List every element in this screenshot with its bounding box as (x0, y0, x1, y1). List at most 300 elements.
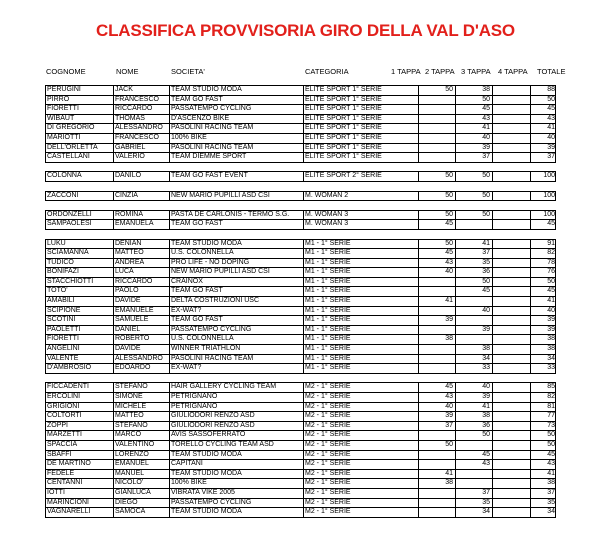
group-spacer (45, 163, 556, 172)
header-nome: NOME (116, 67, 139, 76)
cell-nome: EDOARDO (114, 364, 170, 373)
table-row (45, 95, 556, 105)
cell-cognome: FIORETTI (46, 335, 114, 344)
cell-tappa1: 38 (419, 335, 456, 344)
header-societa: SOCIETA' (171, 67, 205, 76)
cell-societa: NEW MARIO PUPILLI ASD CSI (170, 192, 304, 201)
cell-tappa1: 45 (419, 249, 456, 258)
cell-categoria: M2 - 1° SERIE (304, 489, 419, 498)
cell-tappa1 (419, 460, 456, 469)
cell-tappa2: 40 (456, 307, 493, 316)
cell-tappa3 (493, 278, 531, 287)
group-spacer (45, 201, 556, 210)
cell-totale: 50 (547, 440, 555, 448)
cell-societa: PASSATEMPO CYCLING (170, 326, 304, 335)
cell-tappa3 (493, 431, 531, 440)
cell-tappa3 (493, 393, 531, 402)
cell-tappa2: 33 (456, 364, 493, 373)
cell-cognome: ZACCONI (46, 192, 114, 201)
cell-tappa3 (493, 479, 531, 488)
cell-tappa2: 39 (456, 326, 493, 335)
cell-totale: 91 (547, 239, 555, 247)
cell-cognome: DI GREGORIO (46, 124, 114, 133)
cell-cognome: LUKU (46, 240, 114, 249)
cell-totale: 39 (547, 316, 555, 324)
cell-tappa3 (493, 316, 531, 325)
cell-tappa2 (456, 316, 493, 325)
cell-nome: GABRIEL (114, 144, 170, 153)
cell-categoria: ELITE SPORT 2° SERIE (304, 172, 419, 181)
cell-cognome: SCIAMANNA (46, 249, 114, 258)
cell-nome: MATTEO (114, 249, 170, 258)
cell-societa: TORELLO CYCLING TEAM ASD (170, 441, 304, 450)
cell-societa: U.S. COLONNELLA (170, 249, 304, 258)
cell-societa: U.S. COLONNELLA (170, 335, 304, 344)
table-row (45, 507, 556, 518)
cell-cognome: PERUGINI (46, 86, 114, 95)
cell-cognome: GRIGIONI (46, 403, 114, 412)
cell-tappa2: 34 (456, 508, 493, 517)
cell-tappa2: 50 (456, 192, 493, 201)
header-tappa3: 3 TAPPA (461, 67, 491, 76)
cell-societa: TEAM STUDIO MODA (170, 451, 304, 460)
cell-tappa1 (419, 326, 456, 335)
cell-categoria: M2 - 1° SERIE (304, 508, 419, 517)
cell-cognome: FICCADENTI (46, 383, 114, 392)
cell-nome: DAVIDE (114, 297, 170, 306)
cell-tappa3 (493, 326, 531, 335)
cell-tappa1: 50 (419, 172, 456, 181)
cell-totale: 45 (547, 105, 555, 113)
cell-totale: 34 (547, 354, 555, 362)
cell-cognome: ZOPPI (46, 422, 114, 431)
cell-categoria: M2 - 1° SERIE (304, 403, 419, 412)
cell-tappa3 (493, 508, 531, 517)
table-row (45, 286, 556, 296)
cell-totale: 33 (547, 364, 555, 372)
cell-tappa1 (419, 134, 456, 143)
cell-totale: 38 (547, 345, 555, 353)
cell-totale: 50 (547, 277, 555, 285)
table-row (45, 440, 556, 450)
cell-societa: TEAM STUDIO MODA (170, 470, 304, 479)
cell-societa: TEAM GO FAST (170, 96, 304, 105)
cell-tappa3 (493, 172, 531, 181)
cell-societa: PASOLINI RACING TEAM (170, 144, 304, 153)
cell-tappa2: 39 (456, 144, 493, 153)
cell-nome: FRANCESCO (114, 134, 170, 143)
cell-societa: CRAINOX (170, 278, 304, 287)
cell-tappa2: 35 (456, 259, 493, 268)
cell-cognome: FIORETTI (46, 105, 114, 114)
cell-cognome: MARIOTTI (46, 134, 114, 143)
cell-nome: RICCARDO (114, 278, 170, 287)
table-row (45, 459, 556, 469)
cell-totale: 38 (547, 479, 555, 487)
table-row (45, 210, 556, 220)
cell-tappa3 (493, 470, 531, 479)
cell-cognome: DELL'ORLETTA (46, 144, 114, 153)
cell-societa: GIULIODORI RENZO ASD (170, 412, 304, 421)
cell-tappa2: 41 (456, 124, 493, 133)
cell-tappa1 (419, 307, 456, 316)
cell-cognome: TUDICO (46, 259, 114, 268)
cell-tappa1: 37 (419, 422, 456, 431)
cell-totale: 45 (547, 287, 555, 295)
table-row (45, 488, 556, 498)
cell-categoria: ELITE SPORT 1° SERIE (304, 96, 419, 105)
cell-totale: 43 (547, 114, 555, 122)
cell-societa: PASTA DE CARLONIS - TERMO S.G. (170, 211, 304, 220)
cell-tappa3 (493, 489, 531, 498)
cell-nome: STEFANO (114, 383, 170, 392)
table-row (45, 315, 556, 325)
table-row (45, 258, 556, 268)
cell-categoria: M1 - 1° SERIE (304, 345, 419, 354)
cell-tappa1: 39 (419, 316, 456, 325)
cell-nome: JACK (114, 86, 170, 95)
table-row (45, 171, 556, 182)
cell-totale: 82 (547, 393, 555, 400)
cell-tappa2: 38 (456, 345, 493, 354)
cell-tappa2: 45 (456, 451, 493, 460)
group-spacer (45, 182, 556, 191)
cell-societa: PRO LIFE - NO DOPING (170, 259, 304, 268)
table-row (45, 114, 556, 124)
table-row (45, 430, 556, 440)
cell-totale: 39 (547, 143, 555, 151)
cell-nome: SAMOCA (114, 508, 170, 517)
cell-totale: 77 (547, 412, 555, 420)
cell-cognome: SBAFFI (46, 451, 114, 460)
cell-tappa1 (419, 489, 456, 498)
cell-categoria: M1 - 1° SERIE (304, 278, 419, 287)
cell-tappa2: 35 (456, 499, 493, 508)
cell-tappa3 (493, 403, 531, 412)
cell-totale: 39 (547, 325, 555, 333)
cell-tappa1 (419, 115, 456, 124)
table-row (45, 411, 556, 421)
standings-table (45, 85, 556, 518)
cell-tappa1 (419, 451, 456, 460)
cell-categoria: M2 - 1° SERIE (304, 479, 419, 488)
cell-totale: 40 (547, 306, 555, 314)
cell-tappa3 (493, 153, 531, 162)
cell-tappa1: 39 (419, 412, 456, 421)
cell-tappa1 (419, 431, 456, 440)
cell-tappa3 (493, 383, 531, 392)
cell-tappa2 (456, 479, 493, 488)
table-row (45, 123, 556, 133)
cell-nome: LUCA (114, 268, 170, 277)
cell-tappa1 (419, 345, 456, 354)
cell-nome: EMANUEL (114, 460, 170, 469)
cell-tappa2 (456, 297, 493, 306)
table-row (45, 133, 556, 143)
cell-cognome: ANGELINI (46, 345, 114, 354)
cell-tappa1: 43 (419, 259, 456, 268)
cell-societa: 100% BIKE (170, 479, 304, 488)
table-row (45, 267, 556, 277)
cell-tappa3 (493, 451, 531, 460)
cell-nome: DIEGO (114, 499, 170, 508)
cell-nome: CINZIA (114, 192, 170, 201)
cell-totale: 45 (547, 450, 555, 458)
cell-nome: DANILO (114, 172, 170, 181)
cell-nome: SIMONE (114, 393, 170, 402)
cell-tappa3 (493, 96, 531, 105)
header-tappa2: 2 TAPPA (425, 67, 455, 76)
cell-tappa1: 43 (419, 393, 456, 402)
cell-tappa3 (493, 441, 531, 450)
cell-cognome: PIRRO (46, 96, 114, 105)
cell-cognome: VALENTE (46, 355, 114, 364)
cell-categoria: M1 - 1° SERIE (304, 364, 419, 373)
cell-totale: 73 (547, 421, 555, 429)
cell-tappa1 (419, 508, 456, 517)
cell-societa: TEAM STUDIO MODA (170, 240, 304, 249)
cell-tappa3 (493, 105, 531, 114)
cell-nome: VALENTINO (114, 441, 170, 450)
cell-tappa2 (456, 470, 493, 479)
cell-categoria: M1 - 1° SERIE (304, 268, 419, 277)
cell-tappa1: 41 (419, 470, 456, 479)
table-row (45, 450, 556, 460)
cell-cognome: PAOLETTI (46, 326, 114, 335)
cell-tappa1: 50 (419, 211, 456, 220)
cell-societa: EX-WAT? (170, 364, 304, 373)
table-row (45, 191, 556, 202)
cell-societa: PASSATEMPO CYCLING (170, 105, 304, 114)
cell-tappa1 (419, 144, 456, 153)
cell-cognome: IOTTI (46, 489, 114, 498)
cell-tappa2: 50 (456, 172, 493, 181)
cell-categoria: ELITE SPORT 1° SERIE (304, 105, 419, 114)
cell-totale: 82 (547, 249, 555, 257)
cell-tappa1: 50 (419, 441, 456, 450)
cell-cognome: SAMPAOLESI (46, 220, 114, 229)
cell-tappa1 (419, 364, 456, 373)
cell-categoria: M. WOMAN 2 (304, 192, 419, 201)
cell-tappa2: 39 (456, 393, 493, 402)
table-row (45, 392, 556, 402)
cell-tappa2: 50 (456, 211, 493, 220)
table-row (45, 85, 556, 95)
cell-tappa2: 37 (456, 489, 493, 498)
cell-nome: EMANUELA (114, 220, 170, 229)
cell-totale: 35 (547, 498, 555, 506)
table-row (45, 363, 556, 374)
cell-categoria: M1 - 1° SERIE (304, 240, 419, 249)
cell-cognome: D'AMBROSIO (46, 364, 114, 373)
cell-tappa2 (456, 335, 493, 344)
cell-societa: D'ASCENZO BIKE (170, 115, 304, 124)
cell-tappa3 (493, 134, 531, 143)
cell-categoria: ELITE SPORT 1° SERIE (304, 144, 419, 153)
cell-nome: MANUEL (114, 470, 170, 479)
table-row (45, 296, 556, 306)
table-row (45, 239, 556, 249)
cell-categoria: M1 - 1° SERIE (304, 259, 419, 268)
cell-tappa2: 38 (456, 412, 493, 421)
cell-cognome: WIBAUT (46, 115, 114, 124)
table-row (45, 152, 556, 163)
cell-tappa2: 34 (456, 355, 493, 364)
cell-societa: PASOLINI RACING TEAM (170, 124, 304, 133)
cell-nome: ROMINA (114, 211, 170, 220)
cell-totale: 100 (543, 172, 555, 180)
cell-categoria: M1 - 1° SERIE (304, 287, 419, 296)
cell-tappa1: 45 (419, 383, 456, 392)
cell-nome: FRANCESCO (114, 96, 170, 105)
group-spacer (45, 230, 556, 239)
cell-nome: DENIAN (114, 240, 170, 249)
cell-tappa1: 45 (419, 220, 456, 229)
cell-categoria: ELITE SPORT 1° SERIE (304, 124, 419, 133)
cell-societa: TEAM STUDIO MODA (170, 508, 304, 517)
cell-societa: AVIS SASSOFERRATO (170, 431, 304, 440)
cell-societa: TEAM GO FAST (170, 316, 304, 325)
table-row (45, 248, 556, 258)
cell-categoria: M. WOMAN 3 (304, 220, 419, 229)
cell-totale: 81 (547, 402, 555, 410)
cell-tappa3 (493, 240, 531, 249)
cell-tappa1: 40 (419, 403, 456, 412)
cell-nome: LORENZO (114, 451, 170, 460)
cell-tappa3 (493, 297, 531, 306)
cell-categoria: M2 - 1° SERIE (304, 393, 419, 402)
cell-tappa1: 38 (419, 479, 456, 488)
cell-tappa3 (493, 460, 531, 469)
cell-societa: NEW MARIO PUPILLI ASD CSI (170, 268, 304, 277)
cell-totale: 41 (547, 124, 555, 132)
cell-tappa1 (419, 153, 456, 162)
cell-categoria: M2 - 1° SERIE (304, 451, 419, 460)
cell-tappa3 (493, 220, 531, 229)
cell-categoria: M1 - 1° SERIE (304, 307, 419, 316)
cell-totale: 37 (547, 153, 555, 161)
header-categoria: CATEGORIA (305, 67, 349, 76)
cell-nome: ANDREA (114, 259, 170, 268)
table-row (45, 143, 556, 153)
cell-cognome: VAGNARELLI (46, 508, 114, 517)
cell-tappa3 (493, 86, 531, 95)
cell-nome: STEFANO (114, 422, 170, 431)
cell-totale: 43 (547, 460, 555, 468)
cell-tappa3 (493, 192, 531, 201)
cell-totale: 76 (547, 268, 555, 276)
cell-tappa2: 50 (456, 96, 493, 105)
table-row (45, 344, 556, 354)
cell-cognome: AMABILI (46, 297, 114, 306)
table-row (45, 469, 556, 479)
cell-categoria: M2 - 1° SERIE (304, 499, 419, 508)
cell-tappa1 (419, 355, 456, 364)
cell-totale: 41 (547, 469, 555, 477)
cell-nome: GIANLUCA (114, 489, 170, 498)
cell-nome: DAVIDE (114, 345, 170, 354)
cell-cognome: DE MARTINO (46, 460, 114, 469)
cell-tappa2: 45 (456, 105, 493, 114)
table-row (45, 277, 556, 287)
cell-tappa3 (493, 287, 531, 296)
cell-tappa2: 45 (456, 287, 493, 296)
cell-categoria: M2 - 1° SERIE (304, 383, 419, 392)
cell-categoria: M2 - 1° SERIE (304, 431, 419, 440)
cell-categoria: M2 - 1° SERIE (304, 422, 419, 431)
cell-categoria: ELITE SPORT 1° SERIE (304, 134, 419, 143)
cell-tappa1 (419, 287, 456, 296)
cell-nome: ALESSANDRO (114, 355, 170, 364)
cell-tappa3 (493, 355, 531, 364)
cell-tappa1 (419, 124, 456, 133)
cell-nome: ROBERTO (114, 335, 170, 344)
cell-tappa2: 41 (456, 240, 493, 249)
cell-categoria: M1 - 1° SERIE (304, 335, 419, 344)
cell-societa: TEAM GO FAST EVENT (170, 172, 304, 181)
cell-tappa2: 43 (456, 460, 493, 469)
cell-cognome: ORDONZELLI (46, 211, 114, 220)
cell-tappa2: 37 (456, 249, 493, 258)
cell-tappa1 (419, 105, 456, 114)
cell-categoria: ELITE SPORT 1° SERIE (304, 153, 419, 162)
table-row (45, 325, 556, 335)
cell-societa: DELTA COSTRUZIONI USC (170, 297, 304, 306)
cell-societa: VIBRATA VIKE 2005 (170, 489, 304, 498)
cell-categoria: M2 - 1° SERIE (304, 412, 419, 421)
cell-cognome: CASTELLANI (46, 153, 114, 162)
cell-nome: MATTEO (114, 412, 170, 421)
header-tappa4: 4 TAPPA (498, 67, 528, 76)
cell-categoria: M1 - 1° SERIE (304, 249, 419, 258)
cell-nome: VALERIO (114, 153, 170, 162)
cell-cognome: BONIFAZI (46, 268, 114, 277)
cell-categoria: ELITE SPORT 1° SERIE (304, 115, 419, 124)
cell-societa: PASSATEMPO CYCLING (170, 499, 304, 508)
cell-tappa3 (493, 307, 531, 316)
cell-nome: DANIEL (114, 326, 170, 335)
table-row (45, 334, 556, 344)
table-row (45, 402, 556, 412)
header-cognome: COGNOME (46, 67, 86, 76)
cell-totale: 50 (547, 431, 555, 439)
cell-tappa2: 36 (456, 422, 493, 431)
cell-nome: PAOLO (114, 287, 170, 296)
cell-totale: 85 (547, 383, 555, 391)
cell-cognome: SPACCIA (46, 441, 114, 450)
cell-tappa3 (493, 124, 531, 133)
cell-nome: EMANUELE (114, 307, 170, 316)
cell-cognome: SCIPIONE (46, 307, 114, 316)
table-row (45, 104, 556, 114)
cell-tappa1: 50 (419, 86, 456, 95)
cell-societa: TEAM GO FAST (170, 220, 304, 229)
cell-cognome: MARINCIONI (46, 499, 114, 508)
cell-tappa3 (493, 268, 531, 277)
cell-categoria: M1 - 1° SERIE (304, 316, 419, 325)
cell-tappa2: 40 (456, 134, 493, 143)
cell-totale: 50 (547, 95, 555, 103)
cell-tappa3 (493, 144, 531, 153)
cell-categoria: M. WOMAN 3 (304, 211, 419, 220)
cell-categoria: ELITE SPORT 1° SERIE (304, 86, 419, 95)
cell-tappa2: 50 (456, 431, 493, 440)
cell-categoria: M1 - 1° SERIE (304, 355, 419, 364)
cell-tappa2: 50 (456, 278, 493, 287)
cell-societa: EX-WAT? (170, 307, 304, 316)
cell-totale: 40 (547, 133, 555, 141)
cell-societa: WINNER TRIATHLON (170, 345, 304, 354)
